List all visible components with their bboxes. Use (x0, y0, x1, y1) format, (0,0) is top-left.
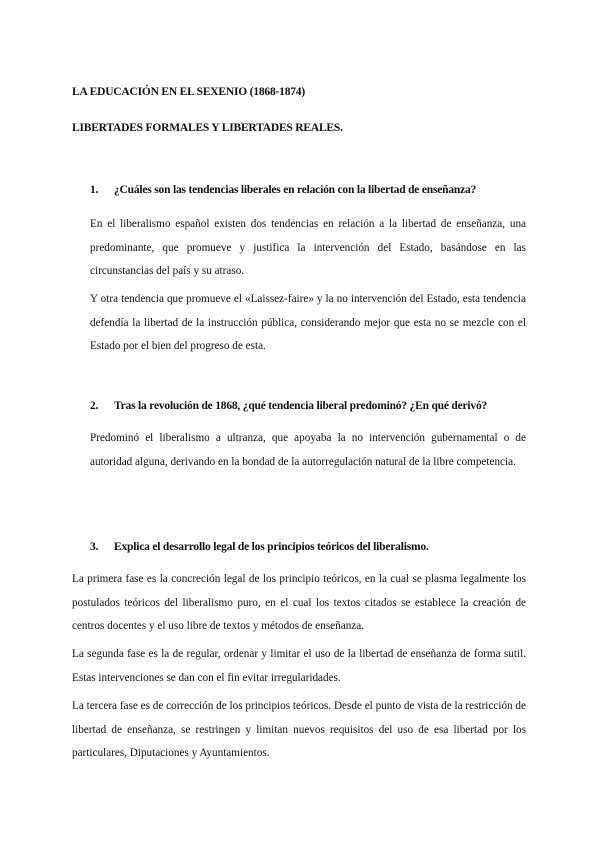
question-2-text: Tras la revolución de 1868, ¿qué tendencia liberal predominó? ¿En qué derivó? (114, 400, 488, 412)
question-2-heading (90, 395, 550, 419)
answer-3-paragraph-2: La segunda fase es la de regular, ordenar y limitar el uso de la libertad de enseñanza de forma sutil. Estas intervenciones se dan con el fin evitar irregularidades. (72, 648, 526, 684)
question-1-number: 1. (90, 184, 99, 196)
question-3-number: 3. (90, 541, 99, 553)
document-subtitle: LIBERTADES FORMALES Y LIBERTADES REALES. (72, 122, 343, 134)
answer-3-paragraph-1: La primera fase es la concreción legal de los principio teóricos, en la cual se plasma legalmente los postulados teóricos del liberalismo puro, en el cual los textos citados se establece la creación de centros docentes y el uso libre de textos y métodos de enseñanza. (72, 573, 526, 632)
answer-1-paragraph-1: En el liberalismo español existen dos tendencias en relación a la libertad de enseñanza, una predominante, que promueve y justifica la intervención del Estado, basándose en las circunstancias del país y su atraso. (90, 218, 526, 277)
document-title: LA EDUCACIÓN EN EL SEXENIO (1868-1874) (72, 86, 305, 98)
answer-2-paragraph-1: Predominó el liberalismo a ultranza, que apoyaba la no intervención gubernamental o de autoridad alguna, derivando en la bondad de la autorregulación natural de la libre competencia. (90, 432, 526, 468)
question-3-text: Explica el desarrollo legal de los principios teóricos del liberalismo. (114, 541, 429, 553)
answer-3-paragraph-3: La tercera fase es de corrección de los principios teóricos. Desde el punto de vista de la restricción de libertad de enseñanza, se restringen y limitan nuevos requisitos del uso de esa libertad por los particulares, Diputaciones y Ayuntamientos. (72, 700, 526, 759)
question-3-heading (90, 536, 550, 560)
question-1-text: ¿Cuáles son las tendencias liberales en relación con la libertad de enseñanza? (114, 184, 477, 196)
question-2-number: 2. (90, 400, 99, 412)
answer-1-paragraph-2: Y otra tendencia que promueve el «Laissez-faire» y la no intervención del Estado, esta tendencia defendía la libertad de la instrucción pública, considerando mejor que esta no se mezcle con el Estado por el bien del progreso de esta. (90, 293, 526, 352)
question-1-heading (90, 179, 550, 203)
